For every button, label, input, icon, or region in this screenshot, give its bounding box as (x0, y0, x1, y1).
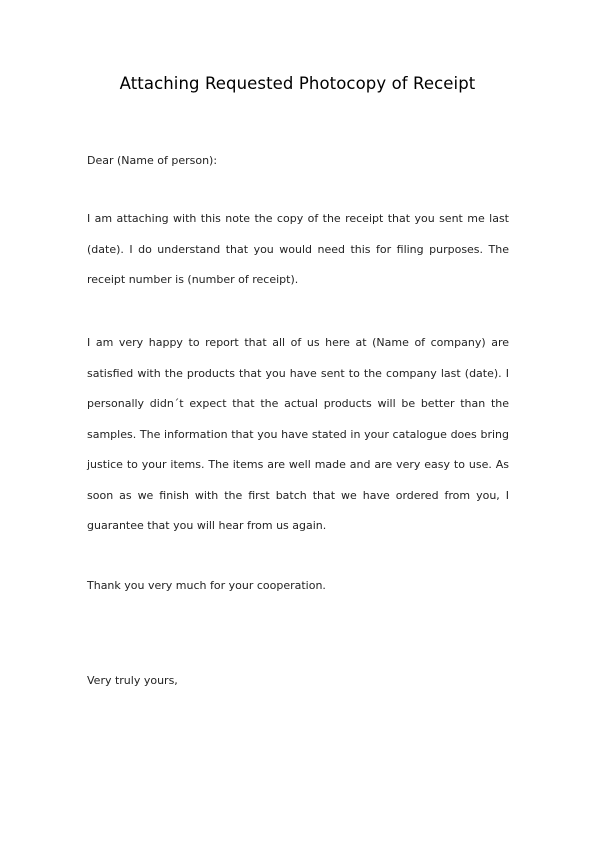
body-paragraph-1: I am attaching with this note the copy of the receipt that you sent me last (date). I do understand that you would need this for filing purposes. The receipt number is (number of receipt). (87, 212, 509, 286)
closing-line: Very truly yours, (87, 674, 178, 687)
body-paragraph-2: I am very happy to report that all of us here at (Name of company) are satisfied with the products that you have sent to the company last (date). I personally didn´t expect that the actual products will be better than the samples. The information that you have stated in your catalogue does bring justice to your items. The items are well made and are very easy to use. As soon as we finish with the first batch that we have ordered from you, I guarantee that you will hear from us again. (87, 336, 509, 532)
letter-title: Attaching Requested Photocopy of Receipt (119, 74, 476, 93)
salutation: Dear (Name of person): (87, 154, 218, 167)
thanks-line: Thank you very much for your cooperation. (87, 579, 326, 592)
